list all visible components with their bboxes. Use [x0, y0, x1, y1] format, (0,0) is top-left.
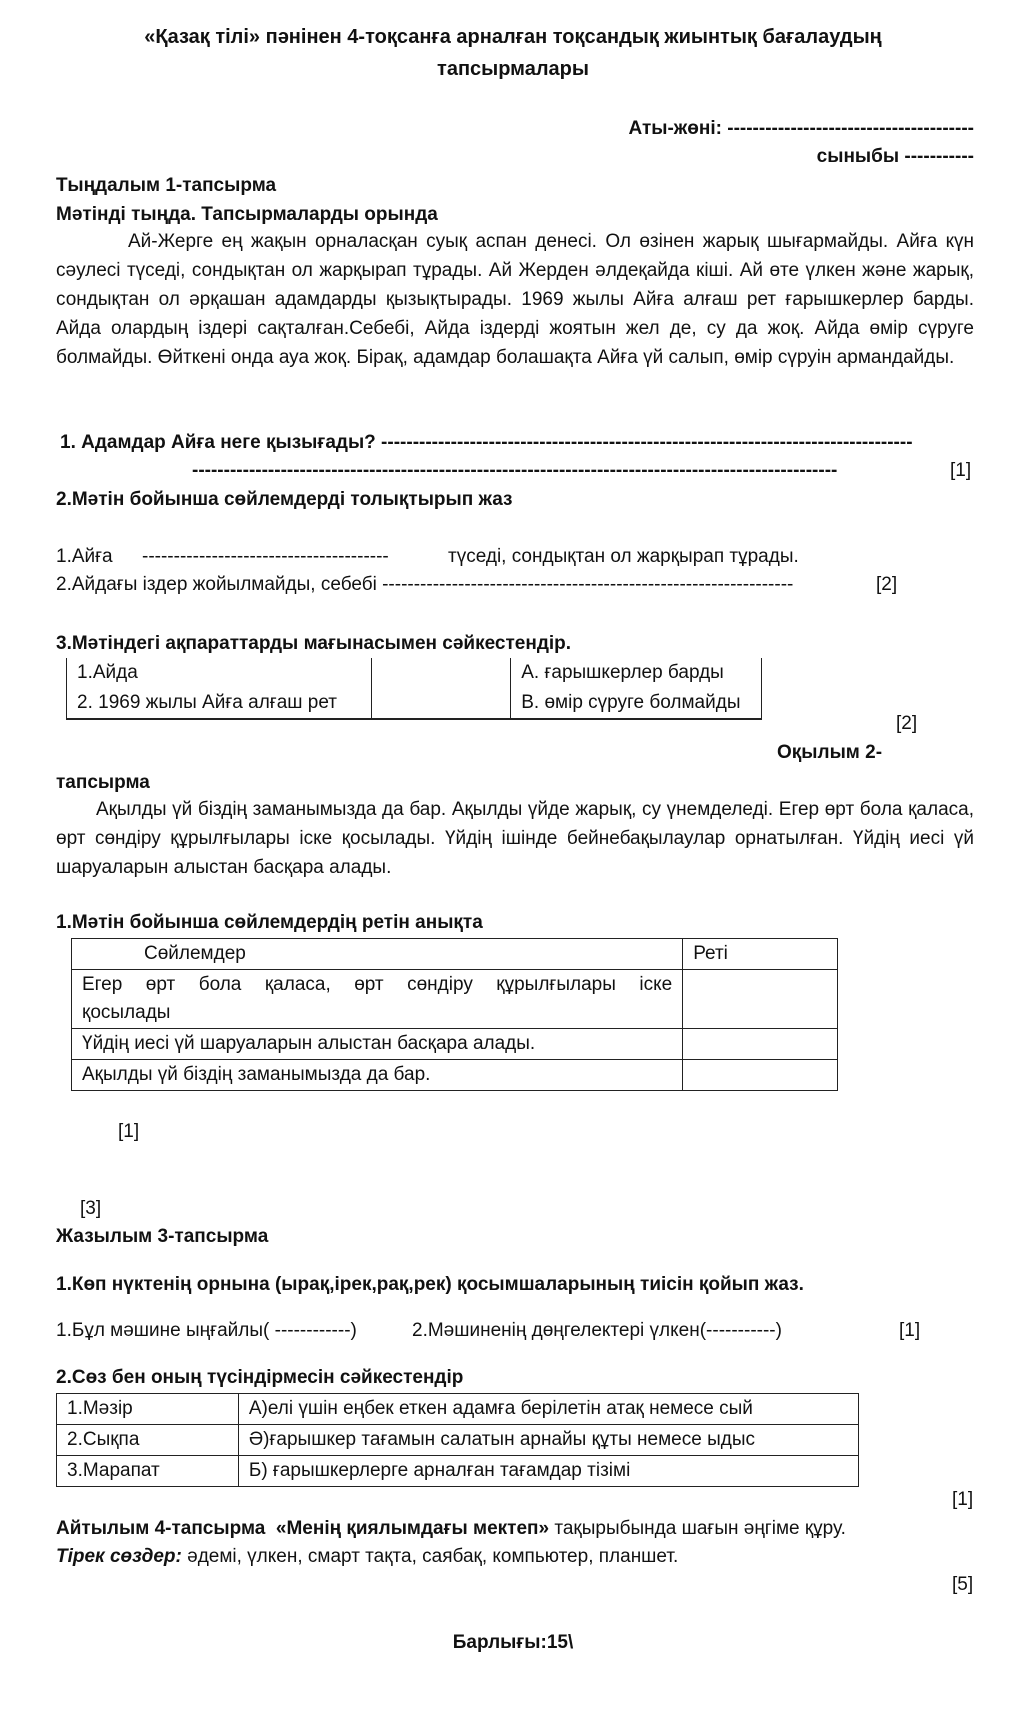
order-input-cell[interactable] — [683, 1060, 838, 1091]
document-title-line2: тапсырмалары — [437, 58, 589, 80]
speaking-keywords — [56, 1546, 678, 1568]
speaking-heading: Айтылым 4-тапсырма — [56, 1518, 266, 1539]
reading-text-body: Ақылды үй біздің заманымызда да бар. Ақылды үйде жарық, су үнемделеді. Егер өрт бола қаласа, өрт сөндіру құрылғылары іске қосылады. Үйдің ішінде бейнебақылаулар орнатылған. Үйдің иесі үй шаруаларын алыстан басқара алады. — [56, 799, 974, 878]
table-row — [72, 1060, 838, 1091]
reading-q1-heading: 1.Мәтін бойынша сөйлемдердің ретін анықта — [56, 912, 483, 933]
writing-q1-heading: 1.Көп нүктенің орнына (ырақ,ірек,рақ,рек) қосымшаларының тиісін қойып жаз. — [56, 1274, 804, 1295]
table-row — [67, 658, 762, 688]
speaking-task — [56, 1518, 846, 1540]
student-name-field[interactable]: Аты-жөні: --------------------------------------- — [628, 118, 974, 139]
reading-text — [56, 795, 974, 882]
writing-q1-item1[interactable]: 1.Бұл мәшине ыңғайлы( ------------) — [56, 1320, 357, 1341]
word-cell: 1.Мәзір — [57, 1394, 239, 1425]
listening-instruction: Мәтінді тыңда. Тапсырмаларды орында — [56, 204, 438, 225]
table-row — [57, 1394, 859, 1425]
document-title-line1: «Қазақ тілі» пәнінен 4-тоқсанға арналған тоқсандық жиынтық бағалаудың — [144, 26, 882, 48]
match-answer-cell[interactable] — [371, 688, 511, 719]
match-right-cell: А. ғарышкерлер барды — [511, 658, 762, 688]
writing-q1-score: [1] — [899, 1320, 921, 1341]
writing-q2-score: [1] — [952, 1489, 974, 1510]
table-row — [57, 1456, 859, 1487]
table-row — [72, 970, 838, 1029]
keywords-list: әдемі, үлкен, смарт тақта, саябақ, компьютер, планшет. — [181, 1546, 679, 1567]
match-left-cell: 1.Айда — [67, 658, 372, 688]
writing-q1-item2[interactable]: 2.Мәшиненің дөңгелектері үлкен(-----------) — [412, 1320, 782, 1341]
table-row — [67, 688, 762, 719]
listening-q2-line1-end: түседі, сондықтан ол жарқырап тұрады. — [448, 546, 799, 567]
listening-q1-score: [1] — [950, 460, 972, 481]
speaking-score: [5] — [952, 1574, 974, 1595]
definition-cell: Б) ғарышкерлерге арналған тағамдар тізімі — [238, 1456, 858, 1487]
word-cell: 3.Марапат — [57, 1456, 239, 1487]
match-left-cell: 2. 1969 жылы Айға алғаш рет — [67, 688, 372, 719]
listening-text-body: Ай-Жерге ең жақын орналасқан суық аспан денесі. Ол өзінен жарық шығармайды. Айға күн сәулесі түседі, сондықтан ол жарқырап тұрады. Ай Жерден әлдеқайда кіші. Ай өте үлкен және жарық, сондықтан ол әрқашан адамдарды қызықтырады. 1969 жылы Айға алғаш рет ғарышкерлер барды. Айда олардың іздері сақталған.Себебі, Айда іздерді жоятын жел де, су да жоқ. Айда өмір сүруге болмайды. Өйткені онда ауа жоқ. Бірақ, адамдар болашақта Айға үй салып, өмір сүруін армандайды. — [56, 231, 974, 368]
sentence-cell: Ақылды үй біздің заманымызда да бар. — [72, 1060, 683, 1091]
listening-q2-heading: 2.Мәтін бойынша сөйлемдерді толықтырып жаз — [56, 489, 513, 510]
order-input-cell[interactable] — [683, 1029, 838, 1060]
listening-q1: 1. Адамдар Айға неге қызығады? ------------------------------------------------------------------------------------ — [60, 432, 913, 453]
listening-q2-score: [2] — [876, 574, 898, 595]
listening-q2-line1-start: 1.Айға — [56, 546, 113, 567]
listening-q3-heading: 3.Мәтіндегі ақпараттарды мағынасымен сәйкестендір. — [56, 633, 572, 654]
listening-heading: Тыңдалым 1-тапсырма — [56, 175, 277, 196]
writing-q2-heading: 2.Сөз бен оның түсіндірмесін сәйкестендір — [56, 1367, 464, 1388]
class-field[interactable]: сыныбы ----------- — [816, 146, 974, 167]
table-header-row — [72, 939, 838, 970]
keywords-label: Тірек сөздер: — [56, 1546, 182, 1567]
match-answer-cell[interactable] — [371, 658, 511, 688]
sentence-cell: Үйдің иесі үй шаруаларын алыстан басқара алады. — [72, 1029, 683, 1060]
sentence-cell: Егер өрт бола қаласа, өрт сөндіру құрылғылары іске қосылады — [72, 970, 683, 1029]
total-score: Барлығы:15\ — [452, 1632, 574, 1653]
reading-heading-part1: Оқылым 2- — [777, 742, 883, 763]
table-row — [57, 1425, 859, 1456]
speaking-task-text: тақырыбында шағын әңгіме құру. — [549, 1518, 846, 1539]
listening-q1-answer-line[interactable]: ------------------------------------------------------------------------------------------------------ — [192, 460, 838, 481]
word-cell: 2.Сықпа — [57, 1425, 239, 1456]
definition-cell: Ә)ғарышкер тағамын салатын арнайы құты немесе ыдыс — [238, 1425, 858, 1456]
header-order: Реті — [683, 939, 838, 970]
definition-cell: А)елі үшін еңбек еткен адамға берілетін атақ немесе сый — [238, 1394, 858, 1425]
match-right-cell: В. өмір сүруге болмайды — [511, 688, 762, 719]
listening-text — [56, 227, 974, 372]
order-input-cell[interactable] — [683, 970, 838, 1029]
listening-q2-blank1[interactable]: --------------------------------------- — [142, 546, 389, 567]
word-definition-table — [56, 1393, 859, 1487]
header-sentences: Сөйлемдер — [72, 939, 683, 970]
reading-total-score: [3] — [80, 1198, 102, 1219]
matching-table — [66, 658, 762, 720]
writing-heading: Жазылым 3-тапсырма — [56, 1226, 269, 1247]
reading-q1-score: [1] — [118, 1121, 140, 1142]
reading-heading-part2: тапсырма — [56, 772, 150, 793]
listening-q2-line2[interactable]: 2.Айдағы іздер жойылмайды, себебі ----------------------------------------------------------------- — [56, 574, 794, 595]
table-row — [72, 1029, 838, 1060]
listening-q3-score: [2] — [896, 713, 918, 734]
order-table — [71, 938, 838, 1091]
speaking-topic: «Менің қиялымдағы мектеп» — [275, 1518, 550, 1539]
